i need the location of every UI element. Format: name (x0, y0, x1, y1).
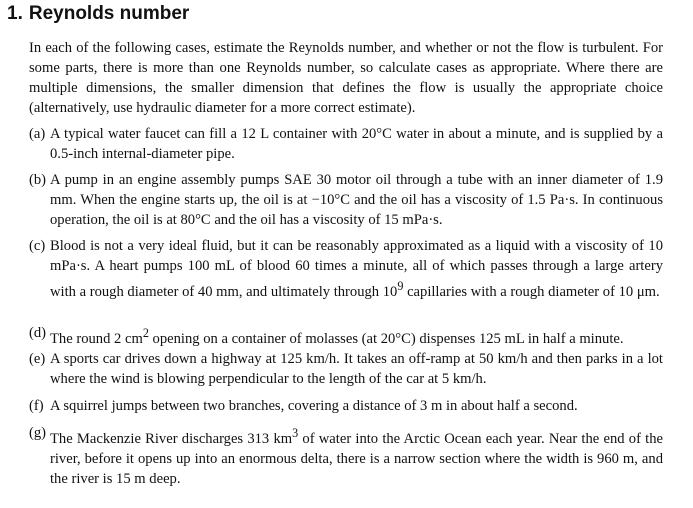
item-label: (g) (29, 425, 47, 441)
item-label: (b) (29, 172, 47, 188)
item-text (50, 423, 663, 489)
item-text-part: The Mackenzie River discharges 313 km (50, 430, 293, 447)
superscript: 3 (292, 426, 299, 440)
intro-paragraph: In each of the following cases, estimate the Reynolds number, and whether or not the flow is turbulent. For some parts, there is more than one Reynolds number, so calculate cases as appropriate. Where there are multiple dimensions, the smaller dimension that defines the flow is usually the appropriate choice (alternatively, use hydraulic diameter for a more correct estimate). (29, 40, 663, 116)
superscript: 2 (142, 326, 149, 340)
list-item (29, 236, 663, 302)
list-item (29, 396, 663, 416)
item-text: A sports car drives down a highway at 125 km/h. It takes an off-ramp at 50 km/h and then parks in a lot where the wind is blowing perpendicular to the length of the car at 5 km/h. (50, 351, 663, 387)
list-item (29, 323, 663, 349)
item-text-part: of water into the Arctic Ocean each year. Near the end of the river, before it opens up into an enormous delta, there is a narrow section where the width is 960 m, and the river is 15 m deep. (50, 430, 663, 487)
item-label: (d) (29, 325, 47, 341)
item-text-part: opening on a container of molasses (at 20°C) dispenses 125 mL in half a minute. (148, 330, 624, 347)
item-label: (a) (29, 126, 46, 142)
item-text: A squirrel jumps between two branches, covering a distance of 3 m in about half a second. (50, 398, 578, 414)
list-item (29, 124, 663, 164)
superscript: 9 (397, 279, 404, 293)
item-text-part: Blood is not a very ideal fluid, but it can be reasonably approximated as a liquid with a viscosity of 10 mPa·s. A heart pumps 100 mL of blood 60 times a minute, all of which passes through a large artery with a rough diameter of 40 mm, and ultimately through 10 (50, 238, 663, 300)
item-text (50, 323, 663, 349)
item-text: A pump in an engine assembly pumps SAE 30 motor oil through a tube with an inner diameter of 1.9 mm. When the engine starts up, the oil is at −10°C and the oil has a viscosity of 1.5 Pa·s. In continuous operation, the oil is at 80°C and the oil has a viscosity of 15 mPa·s. (50, 172, 663, 228)
list-item (29, 349, 663, 389)
item-text: A typical water faucet can fill a 12 L container with 20°C water in about a minute, and is supplied by a 0.5-inch internal-diameter pipe. (50, 126, 663, 162)
item-text-part: capillaries with a rough diameter of 10 μm. (403, 283, 660, 300)
item-label: (e) (29, 351, 46, 367)
item-text-part: The round 2 cm (50, 330, 143, 347)
item-label: (c) (29, 238, 46, 254)
problem-heading (7, 2, 189, 26)
item-text (50, 236, 663, 302)
list-item (29, 170, 663, 230)
problem-number: 1. (7, 3, 23, 24)
item-label: (f) (29, 398, 44, 414)
problem-title: Reynolds number (28, 3, 190, 24)
list-item (29, 423, 663, 489)
